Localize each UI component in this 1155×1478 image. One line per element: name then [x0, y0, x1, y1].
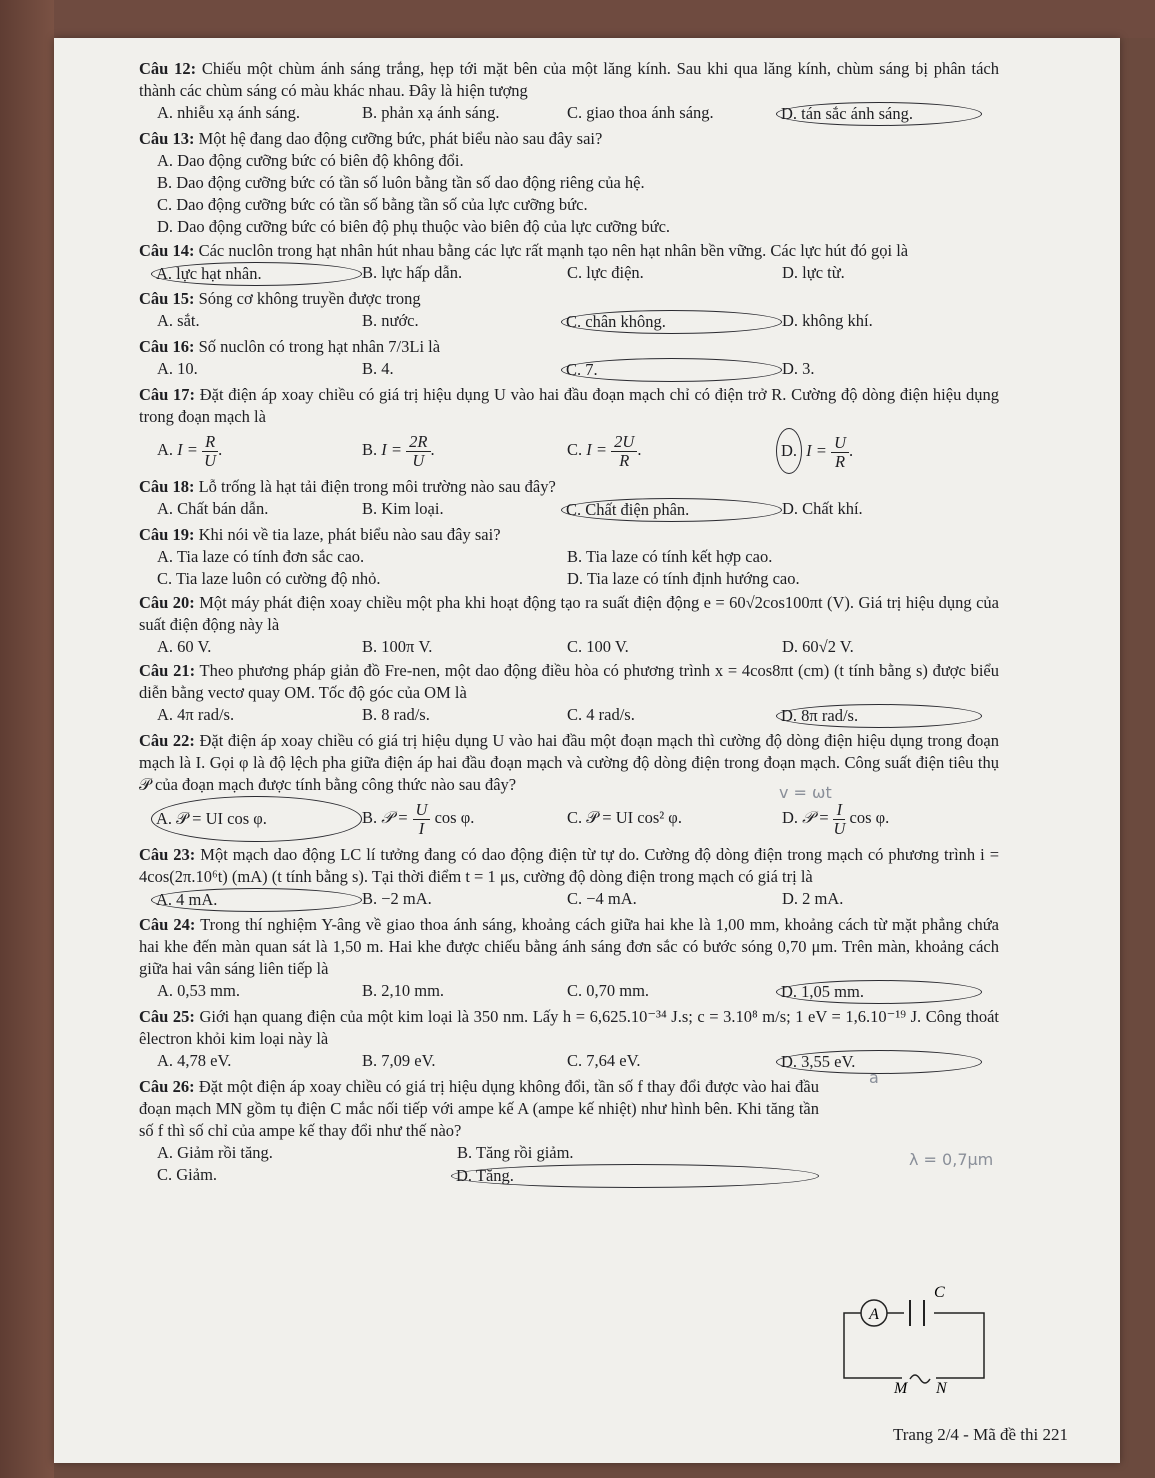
option-letter: C.	[567, 440, 583, 459]
handwritten-note: λ = 0,7μm	[909, 1150, 994, 1169]
question-text: Số nuclôn có trong hạt nhân 7/3Li là	[198, 337, 441, 356]
option-c: C. Tia laze luôn có cường độ nhỏ.	[157, 569, 381, 588]
fraction	[202, 433, 218, 470]
question-label: Câu 16:	[139, 337, 195, 356]
question-21	[139, 660, 999, 728]
denominator: I	[418, 818, 425, 838]
denominator: U	[833, 818, 846, 838]
question-text: Đặt điện áp xoay chiều có giá trị hiệu dụng U vào hai đầu đoạn mạch chỉ có điện trở R. Cường độ dòng điện hiệu dụng trong đoạn mạch là	[139, 385, 1000, 426]
question-text: Đặt một điện áp xoay chiều có giá trị hiệu dụng không đổi, tần số f thay đổi được vào hai đầu đoạn mạch MN gồm tụ điện C mắc nối tiếp với ampe kế A (ampe kế nhiệt) như hình bên. Khi tăng tần số f thì số chỉ của ampe kế thay đổi như thế nào?	[139, 1077, 819, 1140]
question-16	[139, 336, 999, 382]
question-text: Theo phương pháp giản đồ Fre-nen, một dao động điều hòa có phương trình x = 4cos8πt (cm) (t tính bằng s) được biểu diễn bằng vectơ quay OM. Tốc độ góc của OM là	[139, 661, 999, 702]
option-c: C. lực điện.	[567, 263, 644, 282]
option-b: B. phản xạ ánh sáng.	[362, 103, 500, 122]
option-b: B. Kim loại.	[362, 499, 444, 518]
option-b: B. nước.	[362, 311, 419, 330]
question-label: Câu 18:	[139, 477, 195, 496]
option-c: C. 0,70 mm.	[567, 981, 650, 1000]
numerator: 2U	[611, 433, 637, 452]
option-a: A. 4π rad/s.	[157, 705, 235, 724]
terminal-m-label: M	[894, 1380, 908, 1395]
question-13	[139, 128, 999, 238]
question-text: Chiếu một chùm ánh sáng trắng, hẹp tới mặt bên của một lăng kính. Sau khi qua lăng kính, chùm sáng bị phân tách thành các chùm sáng có màu khác nhau. Đây là hiện tượng	[139, 59, 999, 100]
option-d-circled: D. 1,05 mm.	[776, 980, 982, 1004]
option-a: A. Tia laze có tính đơn sắc cao.	[157, 547, 365, 566]
option-d: D. 3.	[782, 359, 815, 378]
option-d-circled: D. 8π rad/s.	[776, 704, 982, 728]
option-d: D. Chất khí.	[782, 499, 863, 518]
option-a: A. 60 V.	[157, 637, 212, 656]
option-letter: D.	[782, 808, 799, 827]
ammeter-label: A	[869, 1306, 879, 1323]
numerator: R	[202, 433, 218, 452]
question-17	[139, 384, 999, 474]
option-c: C. giao thoa ánh sáng.	[567, 103, 714, 122]
option-a: A. Giảm rồi tăng.	[157, 1143, 273, 1162]
formula-lhs: 𝒫 =	[381, 808, 409, 827]
option-c-circled: C. Chất điện phân.	[561, 498, 782, 522]
denominator: R	[834, 451, 846, 471]
option-b: B. −2 mA.	[362, 889, 432, 908]
question-text: Trong thí nghiệm Y-âng về giao thoa ánh sáng, khoảng cách giữa hai khe là 1,00 mm, khoảng cách từ mặt phẳng chứa hai khe đến màn quan sát là 1,50 m. Hai khe được chiếu bằng ánh sáng đơn sắc có bước sóng 0,70 μm. Trên màn, khoảng cách giữa hai vân sáng liên tiếp là	[139, 915, 999, 978]
denominator: R	[619, 450, 630, 470]
capacitor-label: C	[934, 1285, 945, 1301]
page-footer: Trang 2/4 - Mã đề thi 221	[892, 1425, 1068, 1444]
option-b: B. I = $\frac{2R}{U}$ .	[362, 431, 435, 470]
question-18	[139, 476, 999, 522]
question-label: Câu 15:	[139, 289, 195, 308]
question-label: Câu 26:	[139, 1077, 195, 1096]
question-label: Câu 13:	[139, 129, 195, 148]
option-a: A. 4,78 eV.	[157, 1051, 232, 1070]
option-c: C. −4 mA.	[567, 889, 637, 908]
option-b: B. Tia laze có tính kết hợp cao.	[567, 547, 773, 566]
option-d: D. Dao động cưỡng bức có biên độ phụ thuộc vào biên độ của lực cưỡng bức.	[157, 217, 671, 236]
option-c: C. 100 V.	[567, 637, 629, 656]
background-top	[54, 0, 1155, 38]
option-d: D. 60√2 V.	[782, 637, 854, 656]
option-letter: B.	[362, 440, 378, 459]
question-label: Câu 22:	[139, 731, 195, 750]
option-a: A. 10.	[157, 359, 198, 378]
option-c: C. 7,64 eV.	[567, 1051, 641, 1070]
option-a-circled: A. lực hạt nhân.	[151, 262, 362, 286]
question-22	[139, 730, 999, 842]
formula-lhs: I =	[806, 441, 827, 460]
question-text: Sóng cơ không truyền được trong	[198, 289, 421, 308]
formula-lhs: I =	[177, 440, 198, 459]
option-b	[362, 796, 567, 842]
question-25	[139, 1006, 999, 1074]
numerator: U	[831, 434, 849, 453]
fraction	[833, 801, 845, 838]
numerator: 2R	[406, 433, 430, 452]
option-b: B. 2,10 mm.	[362, 981, 445, 1000]
formula-lhs: I =	[381, 440, 403, 459]
question-text: Một mạch dao động LC lí tưởng đang có dao động điện từ tự do. Cường độ dòng điện trong mạch có phương trình i = 4cos(2π.10⁶t) (mA) (t tính bằng s). Tại thời điểm t = 1 μs, cường độ dòng điện trong mạch có giá trị là	[139, 845, 1000, 886]
question-20	[139, 592, 999, 658]
background-left	[0, 0, 54, 1478]
question-text: Các nuclôn trong hạt nhân hút nhau bằng các lực rất mạnh tạo nên hạt nhân bền vững. Các lực hút đó gọi là	[198, 241, 909, 260]
formula-lhs: 𝒫 =	[802, 808, 830, 827]
option-b: B. Tăng rồi giảm.	[457, 1143, 574, 1162]
option-b: B. 7,09 eV.	[362, 1051, 436, 1070]
option-b: B. 4.	[362, 359, 394, 378]
question-text: Đặt điện áp xoay chiều có giá trị hiệu dụng U vào hai đầu một đoạn mạch thì cường độ dòng điện hiệu dụng trong đoạn mạch là I. Gọi φ là độ lệch pha giữa điện áp hai đầu đoạn mạch và cường độ dòng điện trong đoạn mạch. Công suất điện tiêu thụ 𝒫 của đoạn mạch được tính bằng công thức nào sau đây?	[139, 731, 1000, 794]
option-d: D. I = $\frac{U}{R}$ .	[782, 428, 982, 474]
option-b: B. lực hấp dẫn.	[362, 263, 463, 282]
circuit-diagram	[824, 1285, 1004, 1395]
numerator: I	[833, 801, 845, 820]
option-a: A. 0,53 mm.	[157, 981, 240, 1000]
option-c: C. 4 rad/s.	[567, 705, 635, 724]
option-c: C. Dao động cưỡng bức có tần số bằng tần số của lực cưỡng bức.	[157, 195, 588, 214]
numerator: U	[413, 801, 431, 820]
handwritten-note: a	[869, 1068, 879, 1087]
terminal-n-label: N	[936, 1380, 947, 1395]
option-d-circled: D. 3,55 eV.	[776, 1050, 982, 1074]
question-23	[139, 844, 999, 912]
option-a-circled: A. 4 mA.	[151, 888, 362, 912]
question-text: Một hệ đang dao động cưỡng bức, phát biểu nào sau đây sai?	[198, 129, 603, 148]
exam-page	[54, 38, 1120, 1463]
question-label: Câu 17:	[139, 385, 196, 404]
question-text: Khi nói về tia laze, phát biểu nào sau đây sai?	[198, 525, 501, 544]
fraction	[413, 801, 431, 838]
question-label: Câu 19:	[139, 525, 195, 544]
option-letter: A.	[157, 440, 174, 459]
option-a: A. Chất bán dẫn.	[157, 499, 269, 518]
option-a-circled: A. 𝒫 = UI cos φ.	[151, 796, 362, 842]
question-12	[139, 58, 999, 126]
fraction	[831, 434, 849, 471]
question-list	[139, 58, 999, 1190]
question-14	[139, 240, 999, 286]
question-label: Câu 20:	[139, 593, 195, 612]
option-b: B. Dao động cưỡng bức có tần số luôn bằng tần số dao động riêng của hệ.	[157, 173, 645, 192]
question-text: Lỗ trống là hạt tải điện trong môi trường nào sau đây?	[198, 477, 556, 496]
question-19	[139, 524, 999, 590]
option-d: D. không khí.	[782, 311, 873, 330]
question-text: Một máy phát điện xoay chiều một pha khi hoạt động tạo ra suất điện động e = 60√2cos100πt (V). Giá trị hiệu dụng của suất điện động này là	[139, 593, 999, 634]
option-d-circled: D. tán sắc ánh sáng.	[776, 102, 982, 126]
question-26	[139, 1076, 819, 1188]
option-a: A. Dao động cưỡng bức có biên độ không đổi.	[157, 151, 464, 170]
fraction	[611, 433, 637, 470]
formula-tail: cos φ.	[434, 808, 475, 827]
question-label: Câu 25:	[139, 1007, 195, 1026]
question-15	[139, 288, 999, 334]
option-c-circled: C. 7.	[561, 358, 782, 382]
option-d: D. lực từ.	[782, 263, 845, 282]
option-c: C. 𝒫 = UI cos² φ.	[567, 808, 682, 827]
option-c: C. Giảm.	[157, 1165, 218, 1184]
option-b: B. 8 rad/s.	[362, 705, 430, 724]
question-label: Câu 23:	[139, 845, 196, 864]
option-d-circled: D. Tăng.	[451, 1164, 819, 1188]
option-a: A. nhiễu xạ ánh sáng.	[157, 103, 300, 122]
fraction	[406, 433, 430, 470]
question-label: Câu 14:	[139, 241, 195, 260]
option-a: A. sắt.	[157, 311, 200, 330]
option-c: C. I = $\frac{2U}{R}$ .	[567, 431, 642, 470]
option-d	[782, 796, 982, 842]
question-24	[139, 914, 999, 1004]
question-label: Câu 24:	[139, 915, 196, 934]
option-d: D. 2 mA.	[782, 889, 844, 908]
option-letter-circled: D.	[776, 428, 802, 474]
option-d: D. Tia laze có tính định hướng cao.	[567, 569, 800, 588]
option-b: B. 100π V.	[362, 637, 433, 656]
formula-lhs: I =	[586, 440, 608, 459]
option-letter: B.	[362, 808, 378, 827]
handwritten-note: v = ωt	[779, 783, 832, 802]
question-label: Câu 21:	[139, 661, 196, 680]
option-a: A. I = $\frac{R}{U}$ .	[157, 431, 223, 470]
question-text: Giới hạn quang điện của một kim loại là 350 nm. Lấy h = 6,625.10⁻³⁴ J.s; c = 3.10⁸ m/s; 1 eV = 1,6.10⁻¹⁹ J. Công thoát êlectron khỏi kim loại này là	[139, 1007, 999, 1048]
formula-tail: cos φ.	[849, 808, 890, 827]
denominator: U	[412, 450, 425, 470]
question-label: Câu 12:	[139, 59, 197, 78]
denominator: U	[204, 450, 217, 470]
option-c-circled: C. chân không.	[561, 310, 782, 334]
